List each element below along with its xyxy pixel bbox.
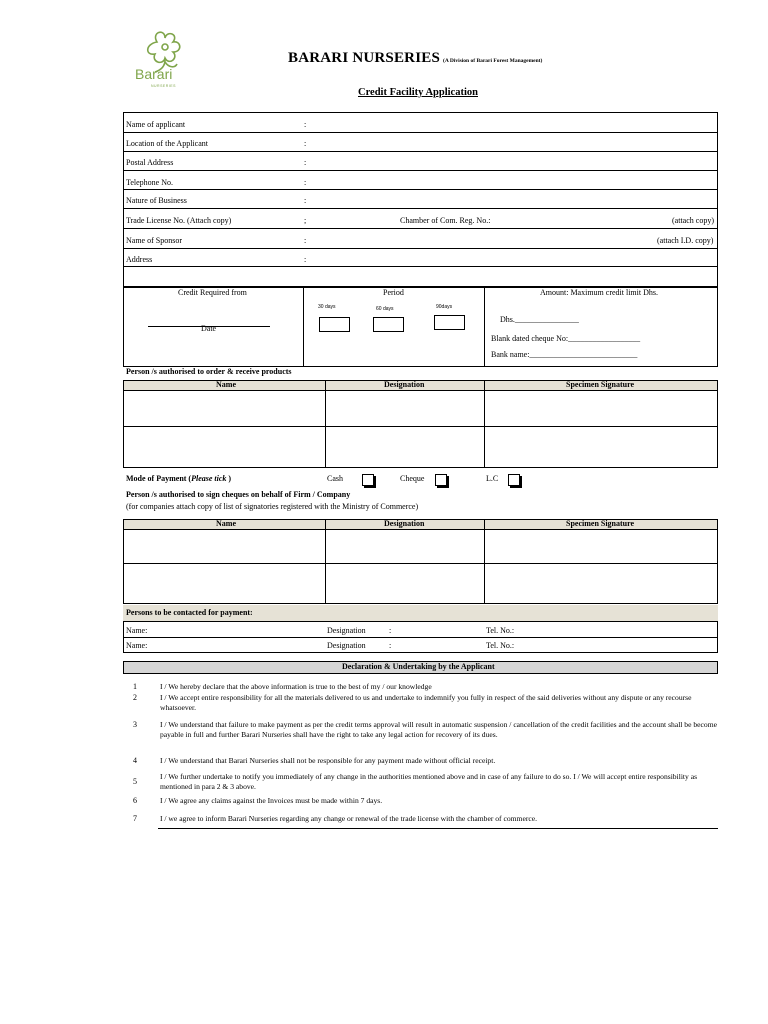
- company-logo: [125, 24, 205, 94]
- postal-address-label: Postal Address: [126, 158, 174, 167]
- declaration-item: I / We understand that failure to make payment as per the credit terms approval will result in automatic suspension / cancellation of the credit facilities and the account shall be become payable in full and further Barari Nurseries shall have the right to take any legal action for recovery of its dues.: [160, 720, 717, 739]
- field-colon: :: [304, 120, 307, 129]
- dhs-field[interactable]: Dhs.________________: [500, 315, 579, 324]
- contact-tel-label: Tel. No.:: [486, 641, 515, 650]
- authorised-cheques-title: Person /s authorised to sign cheques on behalf of Firm / Company: [126, 490, 351, 499]
- cheque-checkbox[interactable]: [435, 474, 447, 486]
- authorised-order-table: [123, 380, 718, 468]
- contact-designation-label: Designation: [327, 626, 366, 635]
- column-designation: Designation: [384, 519, 425, 528]
- contacts-title: Persons to be contacted for payment:: [126, 608, 253, 617]
- period-30-checkbox[interactable]: [319, 317, 350, 332]
- contact-designation-label: Designation: [327, 641, 366, 650]
- period-label: Period: [383, 288, 404, 297]
- applicant-name-label: Name of applicant: [126, 120, 186, 129]
- contact-name-label: Name:: [126, 626, 148, 635]
- period-60-label: 60 days: [376, 306, 394, 312]
- declaration-number: 2: [133, 693, 137, 702]
- declaration-number: 7: [133, 814, 137, 823]
- amount-label: Amount: Maximum credit limit Dhs.: [540, 288, 658, 297]
- period-60-checkbox[interactable]: [373, 317, 404, 332]
- period-30-label: 30 days: [318, 304, 336, 310]
- declaration-number: 4: [133, 756, 137, 765]
- declaration-item: I / we agree to inform Barari Nurseries regarding any change or renewal of the trade license with the chamber of commerce.: [160, 814, 537, 823]
- period-90-checkbox[interactable]: [434, 315, 465, 330]
- declaration-title: Declaration & Undertaking by the Applicant: [342, 662, 495, 671]
- column-name: Name: [216, 380, 236, 389]
- logo-text: Barari: [135, 66, 173, 82]
- declaration-end-line: [158, 828, 718, 829]
- field-colon: :: [304, 255, 307, 264]
- column-name: Name: [216, 519, 236, 528]
- field-colon: :: [304, 178, 307, 187]
- cheque-number-field[interactable]: Blank dated cheque No:__________________: [491, 334, 641, 343]
- authorised-cheques-note: (for companies attach copy of list of signatories registered with the Ministry of Commerce): [126, 502, 419, 511]
- contact-tel-label: Tel. No.:: [486, 626, 515, 635]
- chamber-reg-label: Chamber of Com. Reg. No.:: [400, 216, 491, 225]
- address-label: Address: [126, 255, 153, 264]
- declaration-number: 6: [133, 796, 137, 805]
- company-name: BARARI NURSERIES: [288, 50, 440, 66]
- logo-subtext: NURSERIES: [151, 84, 176, 88]
- trade-license-label: Trade License No. (Attach copy): [126, 216, 232, 225]
- declaration-number: 1: [133, 682, 137, 691]
- attach-copy-note: (attach copy): [672, 216, 714, 225]
- field-colon: :: [304, 196, 307, 205]
- authorised-cheques-table: [123, 519, 718, 604]
- field-colon: :: [389, 626, 392, 635]
- applicant-details-box: [123, 112, 718, 287]
- lc-checkbox[interactable]: [508, 474, 520, 486]
- lc-label: L.C: [486, 474, 499, 483]
- declaration-item: I / We agree any claims against the Invoices must be made within 7 days.: [160, 796, 383, 805]
- field-colon: :: [304, 236, 307, 245]
- credit-required-label: Credit Required from: [178, 288, 247, 297]
- bank-name-field[interactable]: Bank name:___________________________: [491, 350, 638, 359]
- column-signature: Specimen Signature: [566, 380, 635, 389]
- cheque-label: Cheque: [400, 474, 425, 483]
- declaration-item: I / We accept entire responsibility for all the materials delivered to us and undertake to indemnify you fully in respect of the said deliveries without any dispute or any recourse whatsoever.: [160, 693, 692, 712]
- form-title: Credit Facility Application: [358, 87, 478, 98]
- field-colon: :: [304, 139, 307, 148]
- declaration-number: 5: [133, 777, 137, 786]
- field-colon: ;: [304, 216, 307, 225]
- cash-label: Cash: [327, 474, 343, 483]
- date-label: Date: [201, 324, 217, 333]
- column-signature: Specimen Signature: [566, 519, 635, 528]
- declaration-item: I / We understand that Barari Nurseries shall not be responsible for any payment made without official receipt.: [160, 756, 496, 765]
- field-colon: :: [389, 641, 392, 650]
- applicant-location-label: Location of the Applicant: [126, 139, 208, 148]
- field-colon: :: [304, 158, 307, 167]
- company-header: [288, 50, 542, 67]
- company-division: (A Division of Barari Forest Management): [442, 58, 543, 64]
- sponsor-name-label: Name of Sponsor: [126, 236, 182, 245]
- attach-id-note: (attach I.D. copy): [657, 236, 714, 245]
- period-90-label: 90days: [436, 304, 453, 310]
- declaration-item: I / We hereby declare that the above information is true to the best of my / our knowledge: [160, 682, 432, 691]
- authorised-order-title: Person /s authorised to order & receive products: [126, 367, 292, 376]
- contact-name-label: Name:: [126, 641, 148, 650]
- declaration-number: 3: [133, 720, 137, 729]
- nature-of-business-label: Nature of Business: [126, 196, 187, 205]
- payment-mode-label: Mode of Payment (Please tick ): [126, 474, 232, 483]
- cash-checkbox[interactable]: [362, 474, 374, 486]
- column-designation: Designation: [384, 380, 425, 389]
- telephone-label: Telephone No.: [126, 178, 173, 187]
- declaration-item: I / We further undertake to notify you immediately of any change in the authorities mentioned above and in case of any failure to do so. I / We will accept entire responsibility as mentioned in para 2 & 3 above.: [160, 772, 698, 791]
